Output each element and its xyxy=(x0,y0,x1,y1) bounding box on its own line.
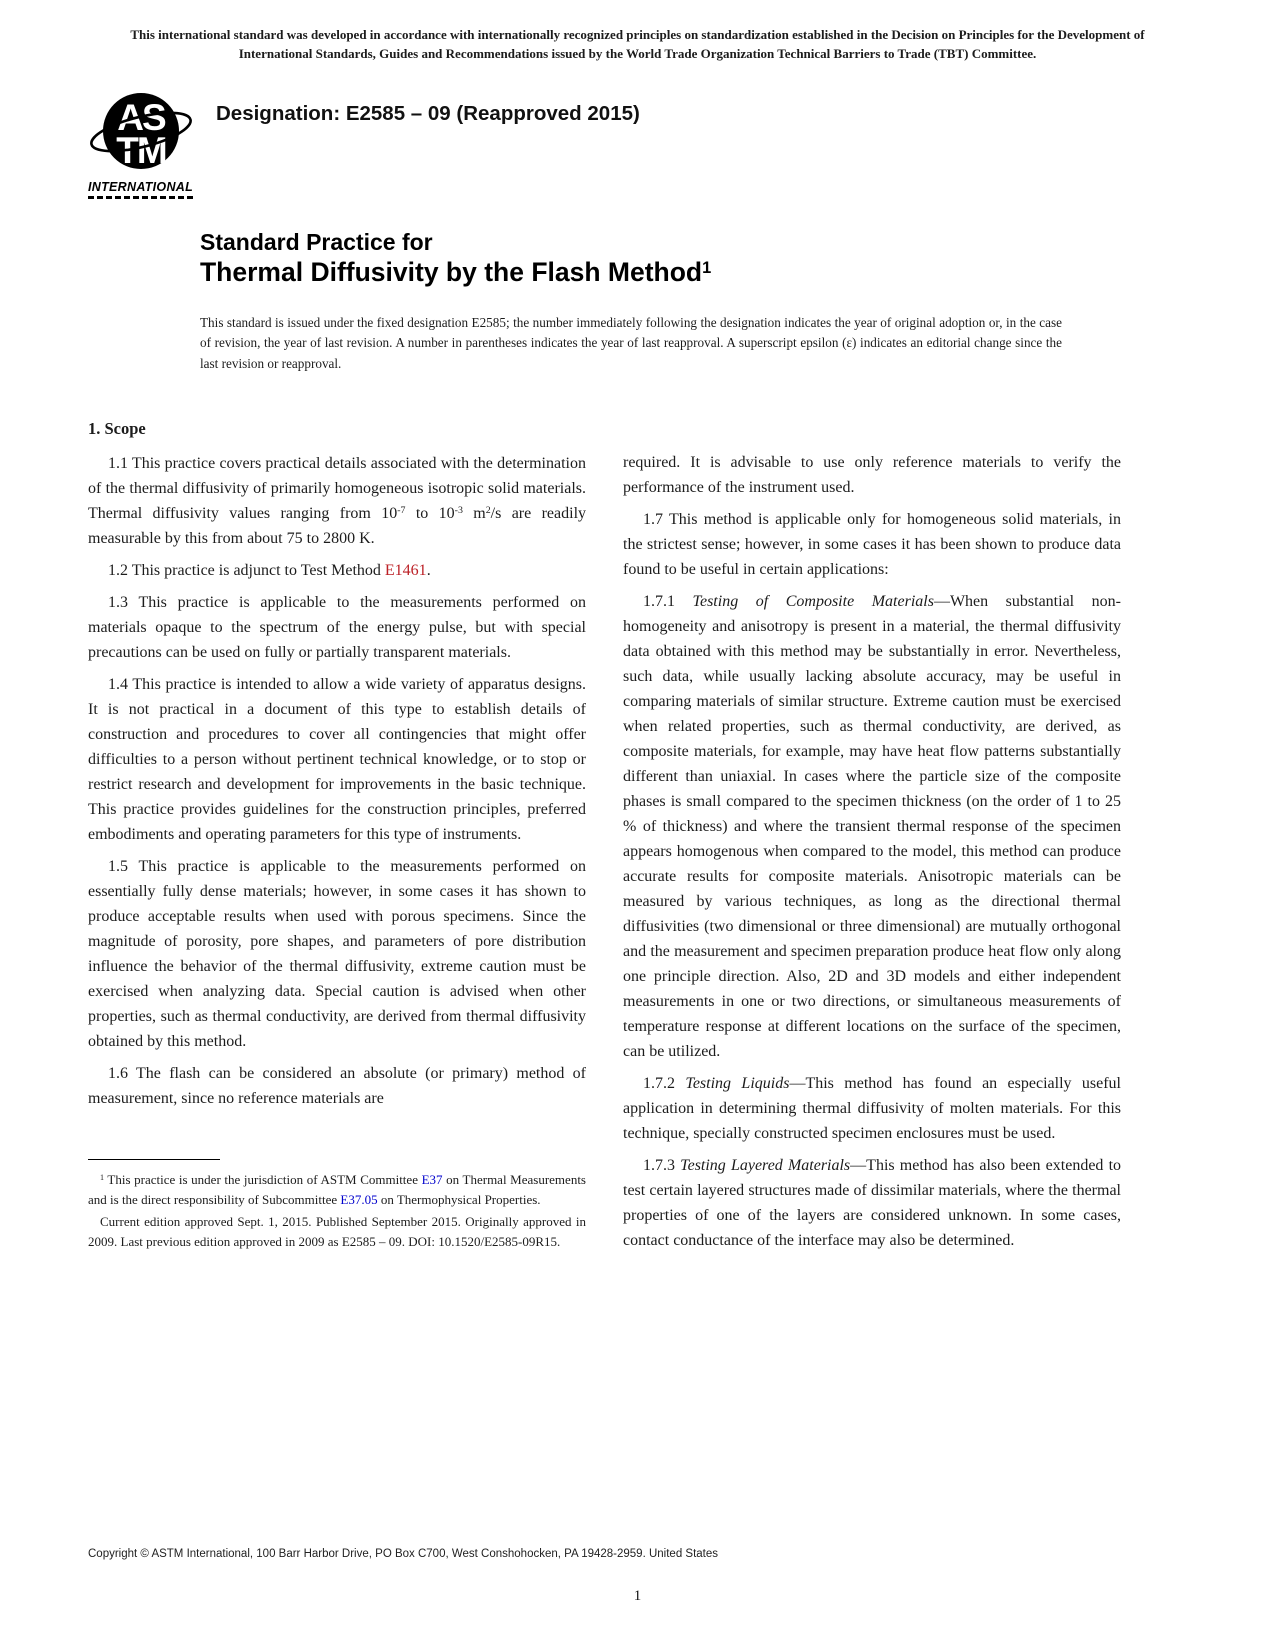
text-segment: —This method has found an especially useful application in determining thermal diffusivity of molten materials. For this technique, specially constructed specimen enclosures must be used. xyxy=(623,1074,1121,1142)
body-paragraph-1-7-3 xyxy=(623,1153,1121,1253)
text-segment: This practice is under the jurisdiction of ASTM Committee xyxy=(104,1171,422,1187)
footnote-1 xyxy=(88,1170,586,1210)
body-paragraph-1-3 xyxy=(88,590,586,665)
svg-text:TM: TM xyxy=(116,129,166,171)
body-paragraph-1-1 xyxy=(88,451,586,551)
text-segment: 1.7.1 xyxy=(643,592,693,610)
text-segment: 1.1 This practice covers practical details associated with the determination of the thermal diffusivity of primarily homogeneous isotropic solid materials. Thermal diffusivity values ranging from 10 xyxy=(88,454,586,522)
page-number: 1 xyxy=(633,1588,642,1604)
body-paragraph-1-5 xyxy=(88,854,586,1054)
text-segment: 1.2 This practice is adjunct to Test Method xyxy=(108,561,385,579)
body-paragraph-1-6 xyxy=(88,1061,586,1111)
header xyxy=(88,86,1275,199)
doc-title-line1: Standard Practice for xyxy=(200,228,433,255)
body-paragraph-1-7-2 xyxy=(623,1071,1121,1146)
astm-logo xyxy=(88,86,198,199)
doc-title xyxy=(200,229,1275,290)
logo-international-label: INTERNATIONAL xyxy=(88,179,194,194)
body-paragraph-1-2 xyxy=(88,558,586,583)
text-segment: m xyxy=(462,504,486,522)
designation-text: Designation: E2585 – 09 (Reapproved 2015) xyxy=(216,101,640,125)
body-paragraph-1-4 xyxy=(88,672,586,847)
top-notice: This international standard was developed in accordance with internationally recognized principles on standardization established in the Decision on Principles for the Development of International Standards, Guides and Recommendations issued by the World Trade Organization Technical Barriers to Trade (TBT) Committee. xyxy=(130,27,1145,61)
issued-note: This standard is issued under the fixed designation E2585; the number immediately following the designation indicates the year of original adoption or, in the case of revision, the year of last revision. A number in parentheses indicates the year of last reapproval. A superscript epsilon (ε) indicates an editorial change since the last revision or reapproval. xyxy=(200,315,1062,371)
text-segment: —This method has also been extended to test certain layered structures made of dissimilar materials, where the thermal properties of one of the layers are considered unknown. In some cases, contact conductance of the interface may also be determined. xyxy=(623,1156,1122,1249)
text-segment: 1.7.2 xyxy=(643,1074,686,1092)
footnote-edition xyxy=(88,1212,586,1252)
text-segment: 1.4 This practice is intended to allow a wide variety of apparatus designs. It is not practical in a document of this type to establish details of construction and procedures to cover all contingencies that might offer difficulties to a person without pertinent technical knowledge, or to stop or restrict research and development for improvements in the basic technique. This practice provides guidelines for the construction principles, preferred embodiments and operating parameters for this type of instruments. xyxy=(88,675,586,843)
text-segment: Testing Layered Materials xyxy=(680,1156,851,1174)
text-segment: 2 xyxy=(485,504,491,516)
scope-section-heading: 1. Scope xyxy=(88,418,146,438)
text-segment: Testing of Composite Materials xyxy=(692,592,934,610)
left-column xyxy=(88,416,586,1260)
body-paragraph-1-7 xyxy=(623,507,1121,582)
footnote-divider xyxy=(88,1159,220,1160)
doc-link[interactable]: E1461 xyxy=(384,561,427,579)
doc-link[interactable]: E37 xyxy=(421,1171,443,1187)
body-paragraph-continuation xyxy=(623,450,1121,500)
text-segment: 1.5 This practice is applicable to the measurements performed on essentially fully dense materials; however, in some cases it has shown to produce acceptable results when used with porous specimens. Since the magnitude of porosity, pore shapes, and parameters of pore distribution influence the behavior of the thermal diffusivity, extreme caution must be exercised when analyzing data. Special caution is advised when other properties, such as thermal conductivity, are derived from thermal diffusivity obtained by this method. xyxy=(88,857,586,1050)
svg-text:AS: AS xyxy=(117,96,165,138)
text-segment: to 10 xyxy=(405,504,455,522)
text-segment: Thermal Diffusivity by the Flash Method xyxy=(200,257,703,288)
text-segment: on Thermal Measurements and is the direct responsibility of Subcommittee xyxy=(88,1171,586,1207)
text-segment: 1 xyxy=(100,1172,105,1182)
text-segment: —When substantial non-homogeneity and anisotropy is present in a material, the thermal diffusivity data obtained with this method may be substantially in error. Nevertheless, such data, while usually lacking absolute accuracy, may be useful in comparing materials of similar structure. Extreme caution must be exercised when related properties, such as thermal conductivity, are derived, as composite materials, for example, may have heat flow patterns substantially different than uniaxial. In cases where the particle size of the composite phases is small compared to the specimen thickness (on the order of 1 to 25 % of thickness) and where the transient thermal response of the specimen appears homogenous when compared to the model, this method can produce accurate results for composite materials. Anisotropic materials can be measured by various techniques, as long as the directional thermal diffusivities (two dimensional or three dimensional) are mutually orthogonal and the measurement and specimen preparation produce heat flow only along one principle direction. Also, 2D and 3D models and either independent measurements in one or two directions, or simultaneous measurements of temperature response at different locations on the surface of the specimen, can be utilized. xyxy=(623,592,1121,1060)
text-segment: -3 xyxy=(454,504,463,516)
doc-link[interactable]: E37.05 xyxy=(340,1191,378,1207)
text-segment: . xyxy=(426,561,431,579)
text-segment: 1 xyxy=(702,259,712,278)
text-segment: 1.3 This practice is applicable to the measurements performed on materials opaque to the spectrum of the energy pulse, but with special precautions can be used on fully or partially transparent materials. xyxy=(88,593,586,661)
doc-title-line2 xyxy=(200,256,1275,289)
two-column-body xyxy=(88,416,1121,1260)
copyright-line: Copyright © ASTM International, 100 Barr Harbor Drive, PO Box C700, West Conshohocken, PA 19428-2959. United States xyxy=(88,1548,719,1560)
text-segment: 1.7 This method is applicable only for homogeneous solid materials, in the strictest sense; however, in some cases it has been shown to produce data found to be useful in certain applications: xyxy=(623,510,1121,578)
text-segment: on Thermophysical Properties. xyxy=(377,1191,541,1207)
text-segment: Testing Liquids xyxy=(685,1074,790,1092)
text-segment: 1.6 The flash can be considered an absolute (or primary) method of measurement, since no reference materials are xyxy=(88,1064,586,1107)
text-segment: Current edition approved Sept. 1, 2015. Published September 2015. Originally approved in 2009. Last previous edition approved in 2009 as E2585 – 09. DOI: 10.1520/E2585-09R15. xyxy=(88,1213,586,1249)
footnotes xyxy=(88,1170,586,1252)
right-column xyxy=(623,450,1121,1260)
text-segment: 1.7.3 xyxy=(643,1156,681,1174)
text-segment: /s are readily measurable by this from about 75 to 2800 K. xyxy=(88,504,587,547)
body-paragraph-1-7-1 xyxy=(623,589,1121,1064)
astm-globe-icon xyxy=(88,86,194,178)
text-segment: -7 xyxy=(397,504,406,516)
text-segment: required. It is advisable to use only reference materials to verify the performance of the instrument used. xyxy=(623,453,1121,496)
logo-stripes-decoration xyxy=(88,196,194,199)
